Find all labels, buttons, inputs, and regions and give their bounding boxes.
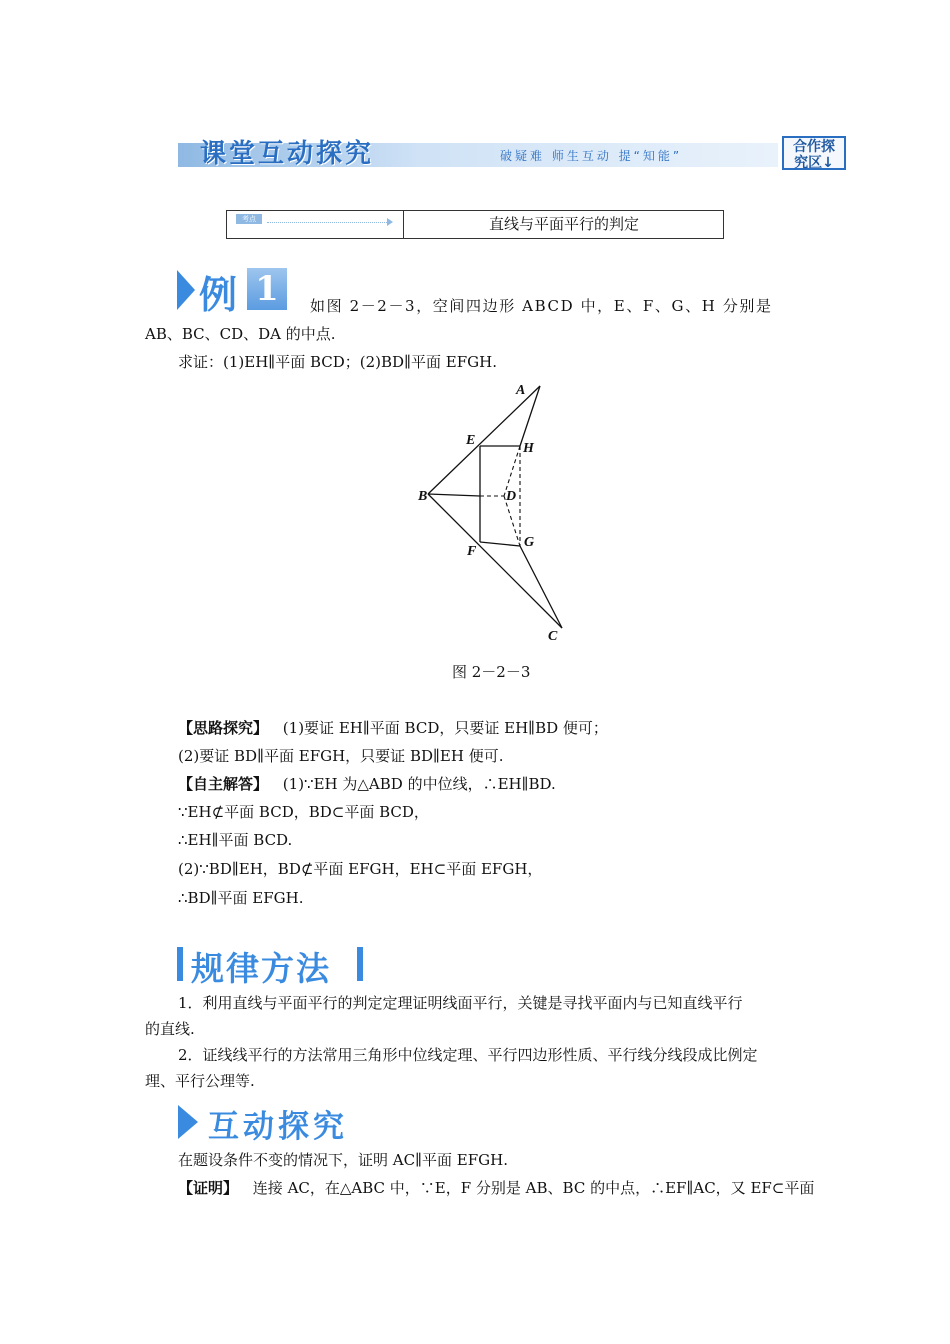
example-label: 例: [199, 273, 238, 317]
point-label-C: C: [548, 629, 558, 644]
interactive-heading: 互动探究: [208, 1109, 348, 1145]
rule-2-line-1: 2．证线线平行的方法常用三角形中位线定理、平行四边形性质、平行线分线段成比例定: [178, 1046, 758, 1064]
figure-caption: 图 2－2－3: [452, 663, 531, 681]
analysis-paragraph: [178, 718, 608, 738]
edge-AB: [428, 386, 540, 494]
point-label-B: B: [418, 489, 428, 504]
solution-line-5: ∴BD∥平面 EFGH.: [178, 889, 304, 907]
point-label-A: A: [516, 383, 526, 398]
topic-tag: 考点: [236, 214, 262, 224]
example-number: 1: [247, 268, 287, 310]
example-badge: [177, 266, 291, 317]
proof-paragraph: [178, 1178, 814, 1198]
analysis-line-2: (2)要证 BD∥平面 EFGH，只要证 BD∥EH 便可.: [178, 747, 504, 765]
topic-title: 直线与平面平行的判定: [488, 215, 639, 233]
arrow-line: [267, 222, 391, 224]
point-label-H: H: [523, 441, 534, 456]
triangle-right-icon: [177, 270, 195, 310]
cooperation-zone-button[interactable]: [782, 136, 846, 170]
example-line-3: 求证：(1)EH∥平面 BCD；(2)BD∥平面 EFGH.: [178, 353, 497, 371]
button-line-2: 究区↓: [794, 155, 834, 171]
rule-1-line-2: 的直线.: [145, 1020, 195, 1038]
example-line-2: AB、BC、CD、DA 的中点.: [145, 325, 336, 343]
edge-BD-solid: [428, 494, 480, 496]
solution-line-3: ∴EH∥平面 BCD.: [178, 831, 293, 849]
bar-right-icon: [357, 947, 363, 981]
point-label-E: E: [466, 433, 476, 448]
edge-BC: [428, 494, 562, 628]
triangle-right-icon: [178, 1105, 198, 1139]
solution-line-2: ∵EH⊄平面 BCD，BD⊂平面 BCD，: [178, 803, 429, 821]
solution-paragraph: [178, 774, 556, 794]
analysis-line-1: (1)要证 EH∥平面 BCD，只要证 EH∥BD 便可；: [282, 719, 608, 737]
point-label-G: G: [524, 535, 535, 550]
edge-FG: [480, 542, 520, 546]
edge-GC: [520, 546, 562, 628]
banner-slogan: 破疑难 师生互动 提“知能”: [500, 149, 683, 163]
analysis-label: 【思路探究】: [178, 719, 269, 737]
solution-line-1: (1)∵EH 为△ABD 的中位线，∴EH∥BD.: [282, 775, 556, 793]
proof-label: 【证明】: [178, 1179, 239, 1197]
interactive-question: 在题设条件不变的情况下，证明 AC∥平面 EFGH.: [178, 1151, 508, 1169]
example-line-1: 如图 2－2－3，空间四边形 ABCD 中，E、F、G、H 分别是: [310, 297, 773, 315]
rule-1-line-1: 1．利用直线与平面平行的判定定理证明线面平行，关键是寻找平面内与已知直线平行: [178, 994, 743, 1012]
arrow-right-icon: [387, 218, 393, 226]
topic-marker: [227, 211, 404, 238]
proof-text: 连接 AC，在△ABC 中，∵E，F 分别是 AB、BC 的中点，∴EF∥AC，又 EF⊂平面: [252, 1179, 815, 1197]
point-label-D: D: [506, 489, 517, 504]
section-banner: [178, 133, 850, 175]
point-label-F: F: [467, 544, 477, 559]
rule-2-line-2: 理、平行公理等.: [145, 1072, 255, 1090]
solution-line-4: (2)∵BD∥EH，BD⊄平面 EFGH，EH⊂平面 EFGH，: [178, 860, 543, 878]
interactive-heading-badge: [178, 1102, 388, 1145]
geometry-figure: [400, 378, 590, 648]
bar-left-icon: [177, 947, 183, 981]
topic-box: [226, 210, 724, 239]
rules-heading: 规律方法: [191, 949, 331, 988]
banner-title: 课堂互动探究: [200, 139, 375, 169]
solution-label: 【自主解答】: [178, 775, 269, 793]
button-line-1: 合作探: [793, 139, 835, 155]
